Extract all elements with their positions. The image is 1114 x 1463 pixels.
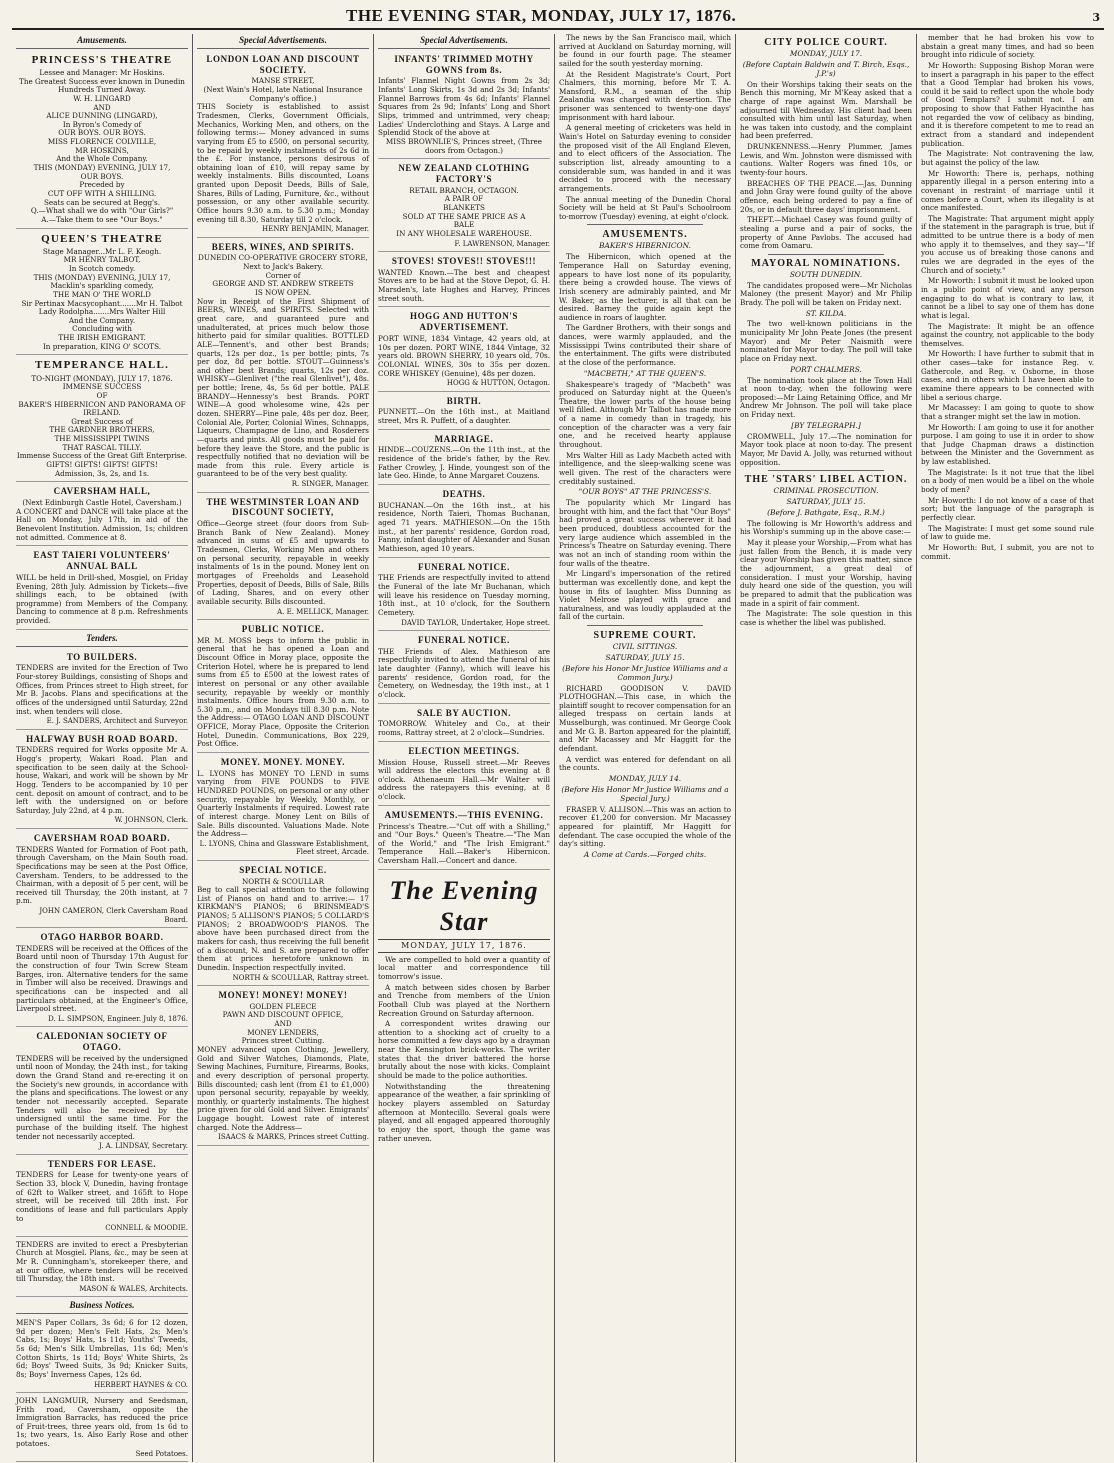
ad-line: SOLD AT THE SAME PRICE AS A	[402, 211, 526, 221]
ad-nz-clothing	[378, 161, 550, 252]
ad-signature: J. A. LINDSAY, Secretary.	[98, 1142, 188, 1151]
ad-line: Sir Pertinax Macsycophant.......Mr H. Talbot	[21, 298, 183, 308]
paragraph: Mr Howorth: I submit it must be looked upon in a public point of view, and any person engaging to do what is contrary to law, it cannot be a libel to say one of them has done what is legal.	[921, 276, 1094, 320]
paragraph: At the Resident Magistrate's Court, Port Chalmers, this morning, before Mr T. A. Mansford, R.M., a seaman of the ship Zealandia was charged with desertion. The prisoner was sentenced to twenty-one days' imprisonment with hard labour.	[559, 69, 731, 122]
column-4	[555, 34, 736, 1462]
ad-line: W. H. LINGARD	[73, 93, 131, 103]
ad-body: MEN'S Paper Collars, 3s 6d; 6 for 12 dozen, 9d per dozen; Men's Felt Hats, 2s; Men's Cabs, 1s; Boys' Hats, 1s 11d; Youths' Tweeds, 5s 6d; Men's Silk Umbrellas, 11s 6d; Men's Cotton Shirts, 1s 11d; Boys' White Shirts, 2s 6d; Boys' Tweed Suits, 3s 9d; Knicker Suits, 8s; Boys' Inverness Capes, 12s 6d.	[16, 1318, 188, 1379]
ad-title: CAVERSHAM ROAD BOARD.	[33, 832, 171, 843]
ad-to-builders	[16, 650, 188, 730]
ad-title: PUBLIC NOTICE.	[241, 623, 325, 634]
ad-title: CAVERSHAM HALL,	[53, 486, 151, 497]
notice-body: THE Friends are respectfully invited to attend the Funeral of the late Mr Buchanan, which will leave his residence on Tuesday morning, 18th inst., at 10 o'clock, for the Southern Cemetery.	[378, 573, 550, 617]
notice-body: TOMORROW. Whiteley and Co., at their rooms, Rattray street, at 2 o'clock—Sundries.	[378, 719, 550, 738]
ad-line: A PAIR OF	[444, 194, 484, 204]
dateline: MONDAY, JULY 17, 1876.	[378, 939, 550, 953]
ad-money-lyons	[197, 755, 369, 861]
ad-lines	[197, 1003, 369, 1046]
ad-line: NORTH & SCOULLAR	[241, 876, 325, 886]
ad-line: THIS (MONDAY) EVENING, JULY 17,	[33, 163, 171, 173]
paragraph: Mr Howorth: I am going to use it for another purpose. I am going to use it in order to show that Judge Chapman draws a distinction between the Minister and the Government as by law established.	[921, 422, 1094, 467]
ad-title: OTAGO HARBOR BOARD.	[40, 931, 164, 942]
section-heading: Special Advertisements.	[197, 34, 369, 49]
notice-funeral-2	[378, 633, 550, 704]
ad-hogg-hutton	[378, 309, 550, 391]
article-bench: (Before Captain Baldwin and T. Birch, Esqs., J.P.'s)	[742, 59, 910, 78]
article-subtitle: "OUR BOYS" AT THE PRINCESS'S.	[578, 487, 712, 497]
ad-title: CALEDONIAN SOCIETY OF OTAGO.	[36, 1031, 168, 1053]
paragraph: Mr Macassey: I am going to quote to show that a stranger might set the law in motion.	[921, 403, 1094, 421]
article-date: SATURDAY, JULY 15.	[605, 652, 685, 662]
ad-signature: L. LYONS, China and Glassware Establishment, Fleet street, Arcade.	[199, 839, 369, 857]
divider	[587, 625, 703, 626]
ad-signature: JOHN CAMERON, Clerk Caversham Road Board.	[39, 907, 188, 924]
article-body: The two well-known politicians in the municipality Mr John Peate Jones (the present Mayor) and Mr Peter Naismith were nominated for Mayor to-day. The poll will take place on Friday next.	[740, 319, 912, 364]
ad-beers-wines	[197, 240, 369, 493]
article-body: FRASER V. ALLISON.—This was an action to recover £1,200 for conversion. Mr Macassey appeared for plaintiff, Mr Haggitt for defendant. The case occupied the whole of the day's sitting.	[559, 804, 731, 849]
ad-line: Macklin's sparkling comedy,	[50, 281, 154, 291]
paragraph: RICHARD GOODISON V. DAVID PLOTHOGHAN.—This case, in which the plaintiff sought to recover compensation for an alleged trespass on certain lands at Musselburgh, was continued. Mr George Cook and Mr G. B. Barton appeared for the plaintiff, and Mr Macassey and Mr Haggitt for the defendant.	[559, 683, 731, 754]
notice-title: AMUSEMENTS.—THIS EVENING.	[384, 809, 544, 820]
ad-queens-theatre	[16, 231, 188, 356]
ad-title: THE WESTMINSTER LOAN AND DISCOUNT SOCIETY,	[206, 496, 360, 518]
masthead	[12, 6, 1104, 30]
ad-line: IN ANY WHOLESALE WAREHOUSE.	[396, 228, 532, 238]
paragraph: The Gardner Brothers, with their songs and dances, were warmly applauded, and the Mississippi Twins contributed their share of the entertainment. The gifts were distributed at the close of the performance.	[559, 323, 731, 368]
ad-princess-theatre	[16, 52, 188, 229]
notice-body: THE Friends of Alex. Mathieson are respectfully invited to attend the funeral of his late daughter (Fanny), which will leave his parents' residence, Gordon road, for the Cemetery, on Wednesday, the 19th inst., at 1 o'clock.	[378, 646, 550, 699]
article-footer: A Come at Cards.—Forged chits.	[583, 849, 707, 859]
ad-lines	[16, 248, 188, 352]
ad-body: TENDERS for Lease for twenty-one years of Section 33, block V, Dunedin, having frontage of 62ft to Walker street, and 165ft to Hope street, will be received till 28th inst. For conditions of lease and full particulars Apply to	[16, 1170, 188, 1223]
divider	[587, 224, 703, 225]
paragraph: The popularity which Mr Lingard has brought with him, and the fact that "Our Boys" had proved a great success wherever it had been produced, doubtless accounted for the very large audience which assembled in the Princess's Theatre on Saturday evening. There was not an inch of standing room within the four walls of the theatre.	[559, 498, 731, 568]
paragraph: The Magistrate: Not contravening the law, but against the policy of the law.	[921, 149, 1094, 167]
notice-title: BIRTH.	[446, 395, 482, 406]
paragraph: Shakespeare's tragedy of "Macbeth" was produced on Saturday night at the Queen's Theatre, the lower parts of the house being well filled. Although Mr Talbot has made more of a name in comedy than in tragedy, his conception of the character was a very fair one, and he received hearty applause throughout.	[559, 379, 731, 450]
ad-line: AND	[93, 102, 111, 112]
masthead-title: THE EVENING STAR, MONDAY, JULY 17, 1876.	[346, 6, 737, 25]
news-paragraphs	[559, 34, 731, 221]
article-subtitle: BAKER'S HIBERNICON.	[599, 241, 691, 251]
paragraph: The following is Mr Howorth's address and his Worship's summing up in the above case:—	[740, 518, 912, 537]
ad-body: TENDERS will be received at the Offices of the Board until noon of Thursday 17th August for the construction of four Twin Screw Steam Barges, iron. Alternative tenders for the same in Timber will also be received. Drawings and specifications can be inspected and all particulars obtained, at the Engineer's Office, Liverpool street.	[16, 943, 189, 1014]
ad-signature: E. J. SANDERS, Architect and Surveyor.	[46, 717, 188, 726]
ad-line: Lessee and Manager: Mr Hoskins.	[39, 67, 165, 77]
ad-lines	[197, 254, 369, 297]
notice-title: SALE BY AUCTION.	[416, 707, 512, 718]
paragraph: On their Worships taking their seats on the Bench this morning, Mr M'Keay asked that a charge of rape against Wm. Marshall be adjourned till Wednesday. His client had been consulted with him until last Saturday, when he was taken into custody, and the complaint had been preferred.	[740, 79, 912, 141]
page-number: 3	[1092, 11, 1100, 24]
notice-title: MARRIAGE.	[434, 433, 494, 444]
ad-line: THE MISSISSIPPI TWINS	[54, 434, 150, 444]
notice-amusements	[378, 808, 550, 870]
ad-line: Hundreds Turned Away.	[58, 85, 146, 95]
ad-line: Q.—What shall we do with "Our Girls?"	[30, 206, 174, 216]
ad-line: CUT OFF WITH A SHILLING.	[47, 188, 157, 198]
ad-line: Great Success of	[71, 416, 133, 426]
ad-temperance-hall	[16, 357, 188, 482]
ad-signature: MASON & WALES, Architects.	[79, 1284, 188, 1293]
ad-body: Office—George street (four doors from Sub-Branch Bank of New Zealand). Money advanced in sums of £5 and upwards to Tradesmen, Clerks, Working Men and others on personal security, repayable in weekly instalments of 1s in the pound. Money lent on mortgages of Freeholds and Leasehold Properties, deposit of Deeds, Bills of Sale, Bills of Lading, Shares, and on every other available security. Bills discounted.	[197, 519, 369, 606]
ad-signature: NORTH & SCOULLAR, Rattray street.	[232, 973, 369, 982]
ad-line: MANSE STREET,	[251, 76, 315, 86]
paragraph: The news by the San Francisco mail, which arrived at Auckland on Saturday morning, will be found in our fourth page. The steamer sailed for the south yesterday morning.	[559, 34, 731, 68]
ad-line: THIS (MONDAY) EVENING, JULY 17,	[33, 272, 171, 282]
ad-line: And the Whole Company.	[56, 154, 148, 164]
column-1	[12, 34, 193, 1462]
article-title: MAYORAL NOMINATIONS.	[751, 257, 901, 269]
ad-line: Admission, 3s, 2s, and 1s.	[54, 468, 150, 478]
ad-tenders-lease	[16, 1157, 188, 1237]
ad-caledonian	[16, 1029, 188, 1154]
notice-body: Princess's Theatre.—"Cut off with a Shilling," and "Our Boys." Queen's Theatre.—"The Man of the World," and "The Irish Emigrant." Temperance Hall.—Baker's Hibernicon. Caversham Hall.—Concert and dance.	[378, 821, 550, 866]
paragraph: A match between sides chosen by Barber and Trenche from members of the Union Football Club was played at the Northern Recreation Ground on Saturday afternoon.	[378, 982, 550, 1018]
ad-body: TENDERS are invited to erect a Presbyterian Church at Mosgiel. Plans, &c., may be seen at Mr R. Cunningham's, storekeeper there, and at our office, where tenders will be received till Thursday, the 18th inst.	[16, 1239, 188, 1284]
ad-line: MONEY LENDERS,	[247, 1027, 319, 1037]
ad-body: WANTED Known.—The best and cheapest Stoves are to be had at the Stove Depot, G. H. Marsden's, late Hughes and Harvey, Princes street south.	[378, 267, 550, 303]
notice-signature: DAVID TAYLOR, Undertaker, Hope street.	[401, 618, 550, 627]
article-title: SUPREME COURT.	[593, 630, 697, 642]
notice-election	[378, 744, 550, 806]
ad-body: THIS Society is established to assist Tradesmen, Clerks, Government Officials, Mechanics, Working Men, and others, on the following terms:— Money advanced in sums varying from £5 to £500, on personal security, to be repaid by weekly instalments of 2s 6d in the £. For instance, persons desirous of obtaining loan of £10, will repay same by weekly instalments. Bills discounted, Loans granted upon Deposit Deeds, Bills of Sale, Shares, Bills of Lading, Furniture, &c., without possession, or any other available security. Office hours 9.30 a.m. to 5.30 p.m.; Monday evening till 8.30, Saturday till 2 o'clock.	[197, 102, 369, 224]
ad-line: BAKER'S HIBERNICON AND PANORAMA OF IRELAND.	[18, 399, 186, 418]
ad-line: THAT RASCAL TILLY.	[62, 442, 142, 452]
section-heading-business: Business Notices.	[16, 1299, 188, 1314]
ad-north-scoullar	[197, 863, 369, 986]
ad-line: ALICE DUNNING (LINGARD),	[46, 111, 158, 121]
ad-signature: Seed Potatoes.	[135, 1449, 188, 1458]
ad-line: OUR BOYS. OUR BOYS.	[58, 128, 146, 138]
ad-line: IMMENSE SUCCESS	[62, 382, 142, 392]
ad-golden-fleece	[197, 988, 369, 1146]
ad-line: GEORGE AND ST. ANDREW STREETS	[212, 279, 354, 289]
ad-westminster-loan	[197, 495, 369, 620]
ad-line: GOLDEN FLEECE	[249, 1001, 317, 1011]
ad-title: MONEY. MONEY. MONEY.	[220, 757, 346, 768]
ad-line: (Next Wain's Hotel, late National Insurance Company's office.)	[203, 85, 363, 103]
ad-signature: MISS BROWNLIE'S, Princes street, (Three doors from Octagon.)	[385, 136, 543, 155]
ad-line: MISS FLORENCE COLVILLE,	[47, 137, 157, 147]
ad-title: STOVES! STOVES!! STOVES!!!	[391, 255, 537, 266]
paragraph: Mr Howorth: I do not know of a case of that sort; but the language of the paragraph is perfectly clear.	[921, 495, 1094, 522]
ad-line: THE GARDNER BROTHERS,	[49, 425, 155, 435]
ad-title: MONEY! MONEY! MONEY!	[218, 989, 348, 1000]
ad-title: TENDERS FOR LEASE.	[47, 1158, 157, 1169]
paragraph: BREACHES OF THE PEACE.—Jas. Dunning and John Gray were found guilty of the above offence, each being ordered to pay a fine of 20s, or in default three days' imprisonment.	[740, 178, 912, 214]
ad-line: Preceded by	[79, 180, 125, 190]
article-body	[740, 520, 912, 628]
ad-signature: HOGG & HUTTON, Octagon.	[446, 379, 550, 388]
article-bench: (Before J. Bathgate, Esq., R.M.)	[767, 507, 885, 517]
notice-body: BUCHANAN.—On the 16th inst., at his residence, North Taieri, Thomas Buchanan, aged 71 years. MATHIESON.—On the 15th inst., at her parents' residence, Gordon road, Fanny, infant daughter of Alexander and Susan Mathieson, aged 10 years.	[378, 500, 550, 553]
divider	[768, 254, 884, 255]
section-heading: Special Advertisements.	[378, 34, 550, 49]
ad-caversham-road	[16, 831, 188, 928]
paragraph: Mr Howorth: Supposing Bishop Moran were to insert a paragraph in his paper to the effect that a Good Templar had broken his vows, could it be said to reflect upon the whole body of Good Templars? I submit not. I am proposing to show that Father Hyacinthe has not regarded the vow of celibacy as binding, and it is therefore competent to me to read an extract from a standard and independent publication.	[921, 60, 1094, 148]
notice-title: ELECTION MEETINGS.	[408, 745, 520, 756]
notice-marriage	[378, 432, 550, 485]
ad-title: PRINCESS'S THEATRE	[31, 53, 173, 66]
ad-lines	[197, 77, 369, 103]
column-6	[917, 34, 1098, 1462]
ad-signature: HENRY BENJAMIN, Manager.	[262, 225, 369, 234]
ad-stoves	[378, 254, 550, 307]
ad-signature: A. E. MELLICK, Manager.	[277, 607, 369, 616]
article-subtitle: PORT CHALMERS.	[790, 364, 862, 374]
ad-line: RETAIL BRANCH, OCTAGON.	[409, 185, 519, 195]
ad-line: A.—Take them to see "Our Boys."	[41, 214, 163, 224]
paragraph: Mr Howorth: But, I submit, you are not to commit.	[921, 542, 1094, 561]
article-date: SATURDAY, JULY 15.	[786, 497, 866, 507]
ad-line: Corner of	[265, 270, 301, 280]
ad-signature: W. JOHNSON, Clerk.	[114, 816, 188, 825]
notice-birth	[378, 394, 550, 430]
article-body: The nomination took place at the Town Hall at noon to-day, when the following were proposed:—Mr Laing Retaining Office, and Mr Andrew Mr Johnson. The poll will take place on Friday next.	[740, 375, 912, 420]
article-subtitle: SOUTH DUNEDIN.	[789, 269, 863, 279]
ad-line: GIFTS! GIFTS! GIFTS! GIFTS!	[46, 459, 158, 469]
ad-london-loan	[197, 52, 369, 238]
ad-body: MR M. MOSS begs to inform the public in general that he has opened a Loan and Discount Office in Moray place, opposite the Criterion Hotel, where he is prepared to lend sums from £5 to £500 at the lowest rates of interest on personal or any other available security, repayable by weekly or monthly instalments. Office hours from 9.30 a.m. to 5.30 p.m., and on Mondays till 8.30 p.m. Note the Address:— OTAGO LOAN AND DISCOUNT OFFICE, Moray Place, Opposite the Criterion Hotel, Dunedin. Communications, Box 229, Post Office.	[197, 635, 369, 749]
article-subtitle: CIVIL SITTINGS.	[612, 642, 678, 652]
article-bench: (Before his Honor Mr Justice Williams and a Common Jury.)	[562, 663, 728, 682]
ad-title: TO BUILDERS.	[66, 651, 138, 662]
ad-title: QUEEN'S THEATRE	[41, 232, 163, 245]
article-body: The candidates proposed were—Mr Nicholas Maloney (the present Mayor) and Mr Philip Brady. The poll will be taken on Friday next.	[740, 280, 912, 307]
notice-funeral-1	[378, 560, 550, 631]
ad-line: Princes street Cutting.	[241, 1036, 325, 1046]
ad-title: LONDON LOAN AND DISCOUNT SOCIETY.	[206, 53, 360, 75]
paragraph: We are compelled to hold over a quantity of local matter and correspondence till tomorrow's issue.	[378, 954, 550, 981]
ad-lines	[378, 187, 550, 239]
ad-line: Stage Manager...Mr L. F. Keogh.	[42, 246, 162, 256]
paragraph: Mr Howorth: There is, perhaps, nothing apparently illegal in a person entering into a covenant in restraint of marriage until it comes before a Court, when its illegality is at once manifested.	[921, 168, 1094, 213]
notice-deaths	[378, 487, 550, 558]
ad-title: NEW ZEALAND CLOTHING FACTORY'S	[398, 163, 530, 184]
section-heading: Amusements.	[16, 34, 188, 49]
ad-signature: R. SINGER, Manager.	[291, 480, 369, 489]
ad-lines	[16, 69, 188, 225]
newspaper-nameplate: The Evening Star	[389, 875, 539, 936]
paragraph: The Magistrate: The sole question in this case is whether the libel was published.	[740, 609, 912, 627]
ad-presbyterian-church	[16, 1239, 188, 1298]
paragraph: Notwithstanding the threatening appearance of the weather, a fair sprinkling of hockey players assembled on Saturday afternoon at Montecillo. Several goals were played, and all engaged appeared thoroughly to enjoy the sport, though the game was rather uneven.	[378, 1081, 550, 1143]
article-body	[559, 381, 731, 487]
ad-body: Beg to call special attention to the following List of Pianos on hand and to arrive:— 17 KIRKMAN'S PIANOS; 6 BRINSMEAD'S PIANOS; 5 ALLISON'S PIANOS; 5 COLLARD'S PIANOS; 2 BROADWOOD'S PIANOS. The above have been purchased direct from the makers for cash, thus receiving the full benefit of a discount, N. and S. are prepared to offer them at prices heretofore unknown in Dunedin. Inspection respectfully invited.	[197, 885, 369, 972]
ad-title: TEMPERANCE HALL.	[34, 359, 170, 372]
ad-haynes	[16, 1317, 188, 1393]
ad-line: THE MAN O' THE WORLD	[53, 289, 151, 299]
article-subtitle: ST. KILDA.	[805, 308, 847, 318]
paragraph: DRUNKENNESS.—Henry Plummer, James Lewis, and Wm. Johnston were dismissed with cautions. Walter Rogers was fined 10s, or twenty-four hours.	[740, 142, 912, 178]
article-body	[559, 685, 731, 773]
paragraph: The Hibernicon, which opened at the Temperance Hall on Saturday evening, appears to have lost none of its popularity, there being a crowded house. The views of Irish scenery are admirably painted, and Mr W. Baker, as the lecturer, is all that can be desired. Barney the guide again kept the audience in roars of laughter.	[559, 252, 731, 322]
ad-line: Concluding with	[72, 324, 132, 334]
ad-body: A CONCERT and DANCE will take place at the Hall on Monday, July 17th, in aid of the Benevolent Institution. Admission, 1s; children not admitted. Commence at 8.	[16, 506, 188, 542]
ad-line: THE IRISH EMIGRANT.	[58, 333, 146, 343]
paragraph: The Magistrate: That argument might apply if the statement in the paragraph is true, but if admitted to be untrue there is a body of men who apply it to themselves, and they say—"If you accuse us of breaking those canons and rules we are degraded in the eyes of the Church and of society."	[921, 213, 1094, 275]
ad-line: BLANKETS	[443, 203, 485, 213]
ad-line: In Scotch comedy.	[68, 263, 136, 273]
paragraph: member that he had broken his vow to abstain a great many times, and had so been brought into ridicule of society.	[921, 34, 1094, 60]
ad-title: BEERS, WINES, AND SPIRITS.	[211, 241, 355, 252]
ad-title: HOGG AND HUTTON'S ADVERTISEMENT.	[409, 311, 519, 333]
ad-line: AND	[274, 1019, 292, 1029]
ad-line: In Byron's Comedy of	[62, 119, 142, 129]
ad-infants-gowns	[378, 52, 550, 159]
ad-halfway-bush	[16, 732, 188, 829]
ad-line: OF	[96, 390, 108, 400]
ad-line: PAWN AND DISCOUNT OFFICE,	[222, 1010, 344, 1020]
ad-signature: CONNELL & MOODIE.	[105, 1224, 188, 1233]
article-title: AMUSEMENTS.	[602, 229, 688, 241]
article-subtitle: CRIMINAL PROSECUTION.	[773, 486, 879, 496]
ad-title: SPECIAL NOTICE.	[239, 864, 327, 875]
paragraph: A general meeting of cricketers was held in Wain's Hotel on Saturday evening to consider the proposed visit of the All England Eleven, and to elect officers of the Association. The subscription list, already amounting to a considerable sum, was handed in and it was decided to proceed with the necessary arrangements.	[559, 123, 731, 193]
ad-line: MR HOSKINS,	[75, 145, 129, 155]
ad-line: OUR BOYS.	[80, 171, 124, 181]
ad-line: MR HENRY TALBOT,	[63, 255, 141, 265]
ad-line: Seats can be secured at Begg's.	[43, 197, 160, 207]
ad-line: Lady Rodolpha.......Mrs Walter Hill	[38, 307, 166, 317]
article-title: CITY POLICE COURT.	[764, 37, 888, 48]
ad-signature: D. L. SIMPSON, Engineer. July 8, 1876.	[48, 1014, 188, 1023]
notice-sale	[378, 706, 550, 742]
section-heading-tenders: Tenders.	[16, 632, 188, 647]
ad-line: IS NOW OPEN.	[255, 288, 311, 298]
ad-line: And the Company.	[68, 315, 136, 325]
article-subtitle: "MACBETH," AT THE QUEEN'S.	[583, 368, 707, 378]
ad-body: TENDERS are invited for the Erection of Two Four-storey Buildings, consisting of Shops and Offices, from Princes street to High street, for Mr B. Jacobs. Plans and specifications at the offices of the undersigned until Saturday, 22nd inst. when tenders will close.	[16, 663, 188, 716]
ad-body: Now in Receipt of the First Shipment of BEERS, WINES, and SPIRITS. Selected with great care, and guaranteed pure and unadulterated, at prices much below those hitherto paid for similar qualities. BOTTLED ALE—Tennent's, and other best Brands; quarts, 12s per doz., 1s per bottle; pints, 7s per doz, 8d per bottle. STOUT—Guinness's and other best Brands; quarts, 12s per doz. WHISKY—Glenlivet ("the real Glenlivet"), 48s. per bottle; Irene, 4s, 5s 6d per bottle. PALE BRANDY—Hennessy's best Brands. PORT WINE—A good wholesome wine, 42s per dozen. SHERRY—Fine pale, 48s per doz. Beer, Colonial Ale, Porter, Colonial Wines, Schnapps, Liqueurs, Champagne de Lino, and Rosderers—quarts and pints. All goods must be paid for before they leave the Store, and the public is respectfully notified that no deviation will be made from this rule. Every article is guaranteed to be of the very best quality.	[197, 296, 369, 479]
paragraph: May it please your Worship,—From what has just fallen from the Bench, it is made very clear your Worship has given this matter, since the adjournment, a great deal of consideration. I must your Worship, having duly heard one side of the question, you will be prepared to admit that the publication was made in a spirit of fair comment.	[740, 538, 912, 608]
article-date: MONDAY, JULY 17.	[789, 49, 863, 58]
leader-paragraphs	[378, 956, 550, 1143]
ad-line: The Greatest Success ever known in Dunedin	[19, 76, 185, 86]
paragraph: Mrs Walter Hill as Lady Macbeth acted with intelligence, and the sleep-walking scene was well given. The rest of the characters were creditably sustained.	[559, 450, 731, 486]
article-bench: (Before His Honor Mr Justice Williams and a Special Jury.)	[561, 784, 729, 803]
ad-line: (Next Edinburgh Castle Hotel, Caversham.)	[22, 498, 182, 508]
article-body	[559, 499, 731, 622]
paragraph: Mr Lingard's impersonation of the retired butterman was excellently done, and kept the house in fits of laughter. Miss Dunning as Violet Melrose played with grace and naturalness, and was loudly applauded at the fall of the curtain.	[559, 569, 731, 622]
ad-body: MONEY advanced upon Clothing, Jewellery, Gold and Silver Watches, Diamonds, Plate, Sewing Machines, Furniture, Firearms, Books, and every description of personal property. Bills discounted; cash lent (from £1 to £1,000) upon personal security, repayable by weekly, monthly, or quarterly instalments. The highest price given for old Gold and Silver. Emigrants' Luggage bought. Lowest rate of interest charged. Note the Address—	[197, 1044, 369, 1132]
ad-line: DUNEDIN CO-OPERATIVE GROCERY STORE,	[198, 253, 368, 263]
ad-body: Infants' Flannel Night Gowns from 2s 3d; Infants' Long Skirts, 1s 3d and 2s 3d; Infants' Flannel Barrows from 4s 6d; Infants' Flannel Squares from 2s 9d; Infants' Long and Short Slips, trimmed and untrimmed, very cheap; Ladies' Underclothing and Stays. A Large and Splendid Stock of the above at	[378, 76, 550, 138]
ad-caversham-hall	[16, 484, 188, 546]
ad-signature: F. LAWRENSON, Manager.	[454, 239, 550, 248]
ad-east-taieri-ball	[16, 548, 188, 629]
telegraph-label: [BY TELEGRAPH.]	[791, 420, 861, 430]
paragraph: The Magistrate: Is it not true that the libel on a body of men would be a libel on the whole body of men?	[921, 467, 1094, 495]
notice-body: PUNNETT.—On the 16th inst., at Maitland street, Mrs R. Puffett, of a daughter.	[378, 407, 550, 425]
notice-title: FUNERAL NOTICE.	[417, 635, 510, 645]
notice-body: Mission House, Russell street.—Mr Reeves will address the electors this evening at 8 o'clock. Athenaeum Hall.—Mr Walter will address the ratepayers this evening, at 8 o'clock.	[378, 757, 550, 802]
ad-line: TO-NIGHT (MONDAY), JULY 17, 1876.	[31, 373, 173, 383]
notice-title: FUNERAL NOTICE.	[417, 561, 510, 572]
column-2	[193, 34, 374, 1462]
ad-body: TENDERS will be received by the undersigned until noon of Monday, the 24th inst., for taking down the Grand Stand and re-erecting it on the Society's new grounds, in accordance with the plans and specifications. The lowest or any tender not necessarily accepted. Separate Tenders will also be received by the undersigned until the same time. For the purchase of the building itself. The highest tender not necessarily accepted.	[16, 1053, 188, 1141]
ad-line: In preparation, KING O' SCOTS.	[42, 341, 162, 351]
ad-otago-harbor	[16, 930, 188, 1027]
notice-title: DEATHS.	[442, 488, 486, 499]
ad-lines	[16, 375, 188, 479]
notice-body: HINDE—COUZENS.—On the 11th inst., at the residence of the bride's father, by the Rev. Father Crowley, J. Hinde, youngest son of the late Geo. Hinde, to Anne Margaret Couzens.	[378, 445, 550, 481]
paragraph: Mr Howorth: I have further to submit that in other cases—take for instance Reg. v. Gathercole, and Reg. v. Osborne, in those cases, and in others which I have been able to examine there appears to be connected with libel a serious charge.	[921, 349, 1094, 402]
ad-line: Next to Jack's Bakery.	[243, 262, 323, 272]
paragraph: A correspondent writes drawing our attention to a shocking act of cruelty to a horse committed a few days ago by a drayman near the Kensington brick-works. The writer states that the driver battered the horse brutally about the nose with kicks. Complaint should be made to the police authorities.	[378, 1019, 550, 1081]
ad-title: HALFWAY BUSH ROAD BOARD.	[26, 733, 178, 744]
article-body	[921, 34, 1094, 561]
article-body: CROMWELL, July 17.—The nomination for Mayor took place at noon to-day. The present Mayor, Mr David A. Jolly, was returned without opposition.	[740, 431, 912, 467]
ad-body: TENDERS Wanted for Formation of Foot path, through Caversham, on the Main South road. Specifications may be seen at the Post Office, Caversham. Tenders, to be addressed to the Chairman, with a deposit of 5 per cent, will be received till Thursday, the 20th instant, at 7 p.m.	[16, 844, 188, 906]
ad-body: JOHN LANGMUIR, Nursery and Seedsman, Frith road, Caversham, opposite the Immigration Barracks, has reduced the price of Fruit-trees, three years old, from 1s 6d to 1s; two years, 1s. Also Early Rose and other potatoes.	[16, 1395, 188, 1449]
ad-langmuir	[16, 1395, 188, 1462]
ad-title: EAST TAIERI VOLUNTEERS' ANNUAL BALL	[33, 550, 171, 572]
paragraph: The annual meeting of the Dunedin Choral Society will be held at St Paul's Schoolroom to-morrow (Tuesday) evening, at eight o'clock.	[559, 194, 731, 221]
ad-line: Immense Success of the Great Gift Enterprise.	[16, 451, 188, 461]
article-body	[740, 81, 912, 251]
divider	[768, 470, 884, 471]
column-3	[374, 34, 555, 1462]
ad-body: L. LYONS has MONEY TO LEND in sums varying from FIVE POUNDS to FIVE HUNDRED POUNDS, on personal or any other security, repayable by Weekly, Monthly, or Quarterly Instalments if required. Lowest rate of interest charge. Money Lent on Bills of Sale. Bills discounted. Valuations Made. Note the Address—	[197, 768, 369, 839]
ad-signature: ISAACS & MARKS, Princes street Cutting.	[218, 1133, 369, 1142]
ad-body: WILL be held in Drill-shed, Mosgiel, on Friday Evening, 28th July. Admission by Tickets—five shillings each, to be obtained (with programme) from Members of the Company. Dancing to commence at 8 p.m. Refreshments provided.	[16, 572, 188, 626]
paragraph: A verdict was entered for defendant on all the counts.	[559, 754, 731, 773]
ad-line: BALE	[453, 220, 475, 230]
article-body	[559, 253, 731, 367]
column-5	[736, 34, 917, 1462]
ad-body: PORT WINE, 1834 Vintage, 42 years old, at 10s per dozen. PORT WINE, 1844 Vintage, 32 years old. BROWN SHERRY, 10 years old, 70s. COLONIAL WINES, 30s to 35s per dozen. CORE WHISKEY (Genuine), 48s per dozen.	[378, 333, 550, 378]
article-date: MONDAY, JULY 14.	[608, 773, 682, 783]
ad-body: TENDERS required for Works opposite Mr A. Hogg's property, Wakari Road. Plan and specification to be seen daily at the School-house, Wakari, and work will be shown by Mr Hogg. Tenders to be accompanied by 10 per cent. deposit on amount of contract, and to be left with the undersigned on or before Saturday, July 22nd, at 4 p.m.	[16, 745, 188, 815]
columns	[12, 34, 1104, 1462]
paragraph: THEFT.—Michael Casey was found guilty of stealing a purse and a pair of socks, the property of Anne Pavlobs. The accused had come from Oamaru.	[740, 215, 912, 251]
paragraph: The Magistrate: I must get some sound rule of law to guide me.	[921, 523, 1094, 542]
ad-signature: HERBERT HAYNES & CO.	[94, 1380, 188, 1389]
ad-public-notice	[197, 622, 369, 753]
ad-title: INFANTS' TRIMMED MOTHY GOWNS from 8s.	[394, 53, 534, 75]
article-title: THE 'STARS' LIBEL ACTION.	[744, 474, 908, 486]
paragraph: The Magistrate: It might be an offence against the country, not applicable to the body themselves.	[921, 321, 1094, 348]
